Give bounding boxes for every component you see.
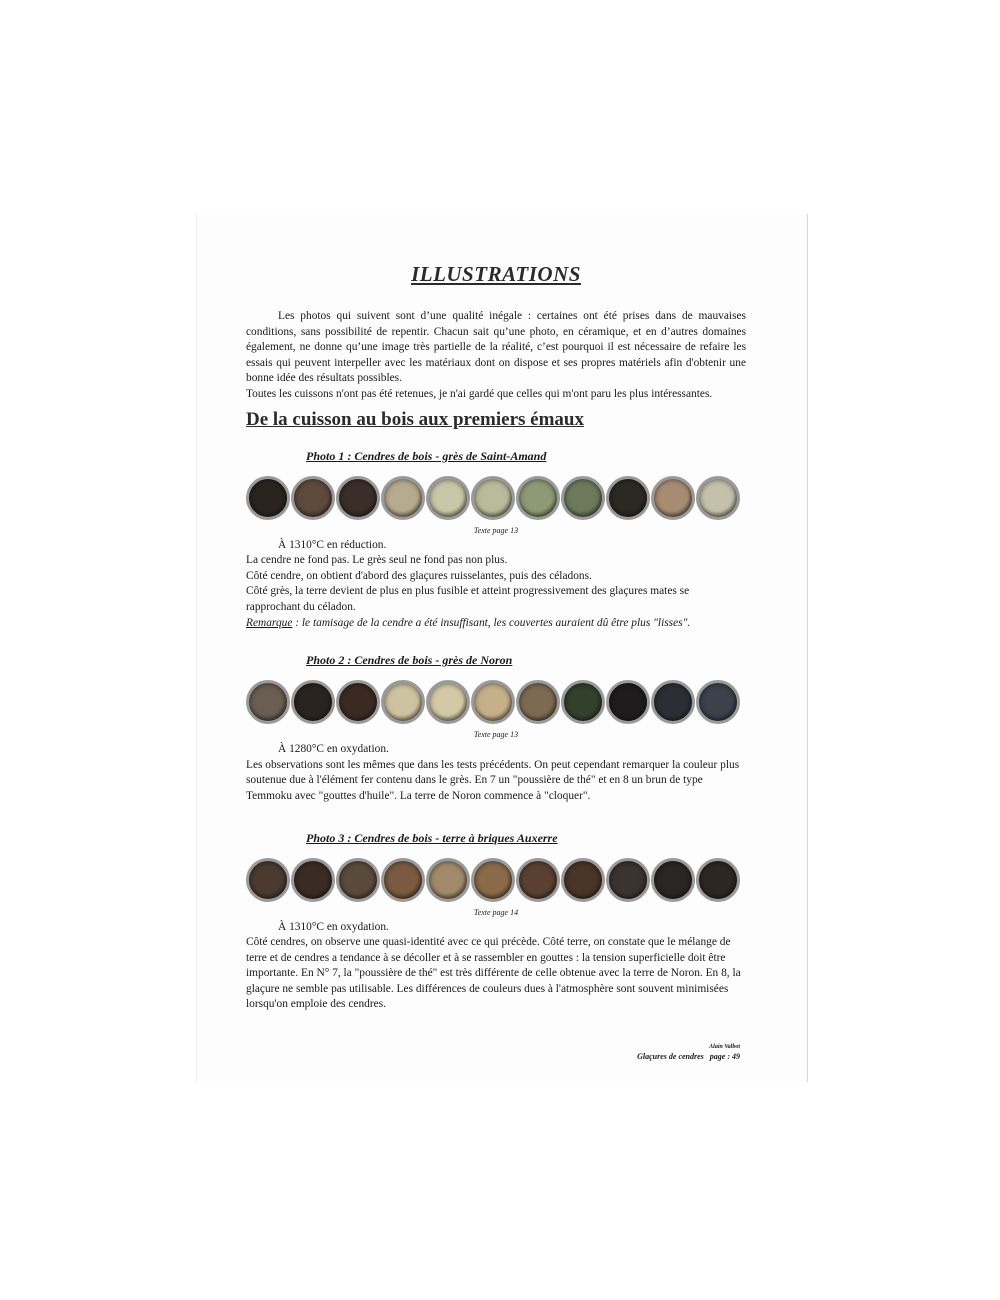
photo-lead-2: À 1280°C en oxydation. bbox=[278, 743, 389, 756]
page-edge-right bbox=[807, 214, 808, 1082]
photo-caption-2: Photo 2 : Cendres de bois - grès de Noron bbox=[306, 653, 513, 668]
glaze-sample-7 bbox=[516, 476, 560, 520]
photo-line-1-3: Côté grès, la terre devient de plus en plus fusible et atteint progressivement des glaçures mates se rapprochant du céladon. bbox=[246, 585, 690, 613]
footer-page: page : 49 bbox=[709, 1052, 740, 1061]
glaze-sample-8 bbox=[561, 680, 605, 724]
photo-lead-3: À 1310°C en oxydation. bbox=[278, 920, 389, 933]
photo-line-1-1: La cendre ne fond pas. Le grès seul ne fond pas non plus. bbox=[246, 554, 508, 567]
section-title: De la cuisson au bois aux premiers émaux bbox=[246, 408, 584, 430]
intro bbox=[246, 309, 746, 403]
glaze-sample-2 bbox=[291, 476, 335, 520]
photo-caption-1: Photo 1 : Cendres de bois - grès de Saint-Amand bbox=[306, 448, 547, 463]
glaze-sample-1 bbox=[246, 858, 290, 902]
page-footer bbox=[600, 1044, 740, 1061]
glaze-sample-3 bbox=[336, 680, 380, 724]
glaze-sample-3 bbox=[336, 476, 380, 520]
photo-block-3 bbox=[246, 831, 746, 1014]
glaze-sample-9 bbox=[606, 858, 650, 902]
glaze-sample-8 bbox=[561, 476, 605, 520]
page-title: ILLUSTRATIONS bbox=[411, 262, 581, 286]
intro-paragraph-2: Toutes les cuissons n'ont pas été retenues, je n'ai gardé que celles qui m'ont paru les plus intéressantes. bbox=[246, 387, 713, 400]
glaze-sample-11 bbox=[696, 476, 740, 520]
glaze-sample-5 bbox=[426, 858, 470, 902]
page-edge-left bbox=[196, 214, 197, 1082]
photo-ref-3: Texte page 14 bbox=[473, 907, 519, 917]
glaze-sample-1 bbox=[246, 476, 290, 520]
glaze-sample-4 bbox=[381, 858, 425, 902]
photo-paragraph-2: Les observations sont les mêmes que dans les tests précédents. On peut cependant remarquer la couleur plus soutenue due à l'élément fer contenu dans le grès. En 7 un "poussière de thé" et en 8 un brun de type Temmoku avec "gouttes d'huile". La terre de Noron commence à "cloquer". bbox=[246, 758, 740, 802]
photo-block-2 bbox=[246, 653, 746, 804]
glaze-sample-10 bbox=[651, 858, 695, 902]
glaze-sample-9 bbox=[606, 476, 650, 520]
glaze-sample-6 bbox=[471, 476, 515, 520]
photo-paragraph-3: Côté cendres, on observe une quasi-identité avec ce qui précède. Côté terre, on constate que le mélange de terre et de cendres a tendance à se décoller et à se rassembler en gouttes : la tension superficielle doit être importante. En N° 7, la "poussière de thé" est très différente de celle obtenue avec la terre de Noron. En 8, la glaçure ne semble pas utilisable. Les différences de couleurs dues à l'atmosphère sont souvent minimisées lorsqu'on emploie des cendres. bbox=[246, 936, 741, 1011]
remark-label: Remarque bbox=[246, 616, 293, 629]
glaze-sample-2 bbox=[291, 680, 335, 724]
photo-caption-3: Photo 3 : Cendres de bois - terre à briques Auxerre bbox=[306, 830, 558, 845]
remark-text: : le tamisage de la cendre a été insuffisant, les couvertes auraient dû être plus "lisses". bbox=[292, 616, 691, 629]
glaze-sample-1 bbox=[246, 680, 290, 724]
footer-author: Alain Valbot bbox=[709, 1044, 740, 1050]
glaze-sample-10 bbox=[651, 476, 695, 520]
photo-line-1-2: Côté cendre, on obtient d'abord des glaçures ruisselantes, puis des céladons. bbox=[246, 569, 592, 582]
intro-paragraph-1: Les photos qui suivent sont d’une qualité inégale : certaines ont été prises dans de mauvaises conditions, sans possibilité de repentir. Chacun sait qu’une photo, en céramique, et en d’autres domaines également, ne donne qu’une image très partielle de la réalité, c’est pourquoi il est nécessaire de refaire les essais qui peuvent interpeller avec les matériaux dont on dispose et ses propres matériels afin d'obtenir une bonne idée des résultats possibles. bbox=[246, 310, 746, 385]
glaze-sample-11 bbox=[696, 858, 740, 902]
footer-line bbox=[600, 1052, 740, 1061]
photo-ref-2: Texte page 13 bbox=[473, 730, 519, 740]
photo-text-1 bbox=[246, 538, 746, 632]
glaze-sample-2 bbox=[291, 858, 335, 902]
photo-text-2 bbox=[246, 742, 746, 804]
photo-remark-1 bbox=[246, 616, 746, 632]
photo-lead-1: À 1310°C en réduction. bbox=[278, 538, 387, 551]
glaze-sample-7 bbox=[516, 858, 560, 902]
glaze-sample-7 bbox=[516, 680, 560, 724]
glaze-sample-9 bbox=[606, 680, 650, 724]
glaze-sample-3 bbox=[336, 858, 380, 902]
glaze-sample-4 bbox=[381, 476, 425, 520]
photo-ref-1: Texte page 13 bbox=[473, 525, 519, 535]
footer-book: Glaçures de cendres bbox=[637, 1052, 704, 1061]
glaze-sample-6 bbox=[471, 680, 515, 724]
photo-strip-1 bbox=[246, 476, 746, 520]
document-content bbox=[246, 262, 746, 1013]
glaze-sample-5 bbox=[426, 680, 470, 724]
glaze-sample-4 bbox=[381, 680, 425, 724]
glaze-sample-5 bbox=[426, 476, 470, 520]
glaze-sample-11 bbox=[696, 680, 740, 724]
photo-strip-2 bbox=[246, 680, 746, 724]
glaze-sample-6 bbox=[471, 858, 515, 902]
photo-block-1 bbox=[246, 449, 746, 632]
photo-text-3 bbox=[246, 920, 746, 1014]
photo-strip-3 bbox=[246, 858, 746, 902]
glaze-sample-8 bbox=[561, 858, 605, 902]
glaze-sample-10 bbox=[651, 680, 695, 724]
